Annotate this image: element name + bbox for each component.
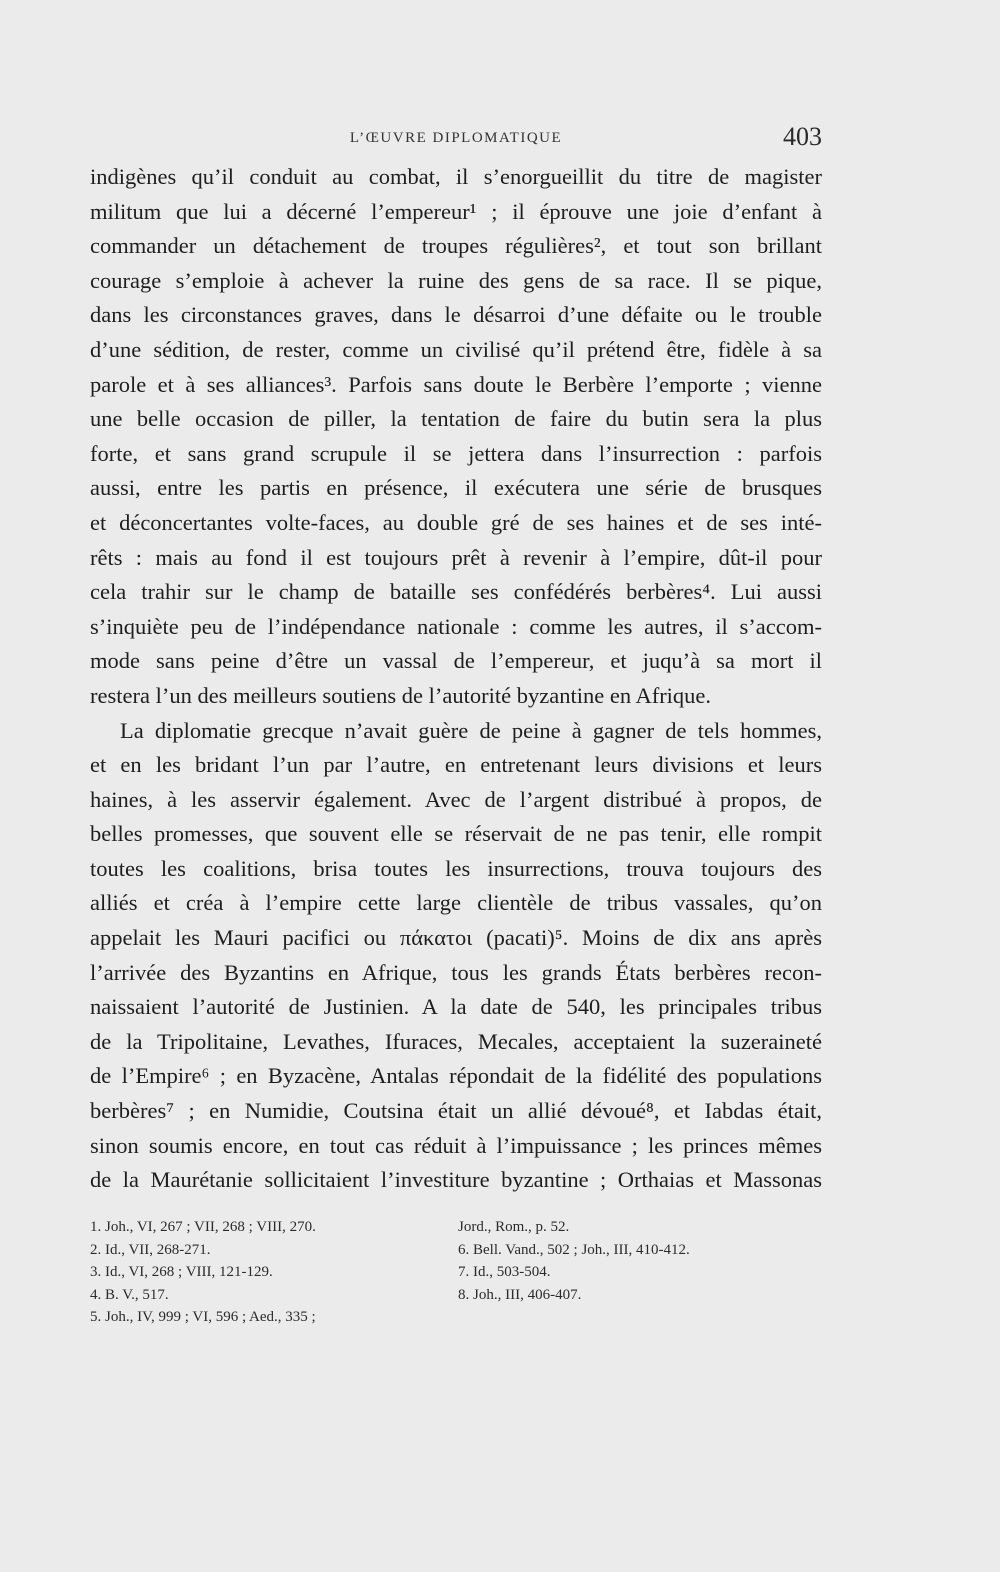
footnote: 1. Joh., VI, 267 ; VII, 268 ; VIII, 270. [90,1219,316,1235]
text-line: toutes les coalitions, brisa toutes les insurrections, trouva toujours des [90,855,822,881]
text-line: appelait les Mauri pacifici ou πάκατοι (pacati)⁵. Moins de dix ans après [90,925,822,951]
text-line: restera l’un des meilleurs soutiens de l’autorité byzantine en Afrique. [90,682,712,708]
text-line: forte, et sans grand scrupule il se jettera dans l’insurrection : parfois [90,440,822,466]
footnotes-right-column [458,1216,822,1306]
text-line: et déconcertantes volte-faces, au double gré de ses haines et de ses inté- [90,509,822,535]
text-line: d’une sédition, de rester, comme un civilisé qu’il prétend être, fidèle à sa [90,336,822,362]
text-line: rêts : mais au fond il est toujours prêt à revenir à l’empire, dût-il pour [90,544,822,570]
page-number: 403 [783,122,822,151]
footnote: 5. Joh., IV, 999 ; VI, 596 ; Aed., 335 ; [90,1309,316,1325]
footnote: 4. B. V., 517. [90,1286,169,1303]
text-line: dans les circonstances graves, dans le désarroi d’une défaite ou le trouble [90,302,822,328]
text-line: mode sans peine d’être un vassal de l’empereur, et juqu’à sa mort il [90,648,822,674]
text-line: La diplomatie grecque n’avait guère de peine à gagner de tels hommes, [120,717,822,743]
footnotes-left-column [90,1216,440,1329]
text-line: commander un détachement de troupes régulières², et tout son brillant [90,233,822,259]
text-line: l’arrivée des Byzantins en Afrique, tous les grands États berbères recon- [90,959,822,985]
text-line: alliés et créa à l’empire cette large clientèle de tribus vassales, qu’on [90,890,822,916]
running-title: L’ŒUVRE DIPLOMATIQUE [349,130,563,146]
footnote: Jord., Rom., p. 52. [458,1219,570,1235]
body-text [90,160,822,1198]
text-line: parole et à ses alliances³. Parfois sans doute le Berbère l’emporte ; vienne [90,371,822,397]
text-line: courage s’emploie à achever la ruine des gens de sa race. Il se pique, [90,267,822,293]
text-line: aussi, entre les partis en présence, il exécutera une série de brusques [90,475,822,501]
footnote: 6. Bell. Vand., 502 ; Joh., III, 410-412. [458,1241,690,1258]
text-line: de la Tripolitaine, Levathes, Ifuraces, Mecales, acceptaient la suzeraineté [90,1028,822,1054]
text-line: et en les bridant l’un par l’autre, en entretenant leurs divisions et leurs [90,752,822,778]
footnote: 3. Id., VI, 268 ; VIII, 121-129. [90,1264,273,1280]
text-line: s’inquiète peu de l’indépendance nationale : comme les autres, il s’accom- [90,613,822,639]
text-line: berbères⁷ ; en Numidie, Coutsina était un allié dévoué⁸, et Iabdas était, [90,1098,822,1124]
text-line: belles promesses, que souvent elle se réservait de ne pas tenir, elle rompit [90,821,822,847]
text-line: une belle occasion de piller, la tentation de faire du butin sera la plus [90,406,822,432]
footnote: 7. Id., 503-504. [458,1264,551,1280]
text-line: naissaient l’autorité de Justinien. A la date de 540, les principales tribus [90,994,822,1020]
text-line: cela trahir sur le champ de bataille ses confédérés berbères⁴. Lui aussi [90,579,822,605]
page-header [90,122,822,162]
text-line: indigènes qu’il conduit au combat, il s’enorgueillit du titre de magister [90,164,822,189]
footnote: 8. Joh., III, 406-407. [458,1286,582,1303]
text-line: sinon soumis encore, en tout cas réduit à l’impuissance ; les princes mêmes [90,1132,822,1158]
text-line: de la Maurétanie sollicitaient l’investiture byzantine ; Orthaias et Massonas [90,1167,822,1193]
text-line: haines, à les asservir également. Avec de l’argent distribué à propos, de [90,786,822,812]
text-line: de l’Empire⁶ ; en Byzacène, Antalas répondait de la fidélité des populations [90,1063,822,1089]
footnote: 2. Id., VII, 268-271. [90,1241,211,1258]
text-line: militum que lui a décerné l’empereur¹ ; il éprouve une joie d’enfant à [90,198,822,224]
